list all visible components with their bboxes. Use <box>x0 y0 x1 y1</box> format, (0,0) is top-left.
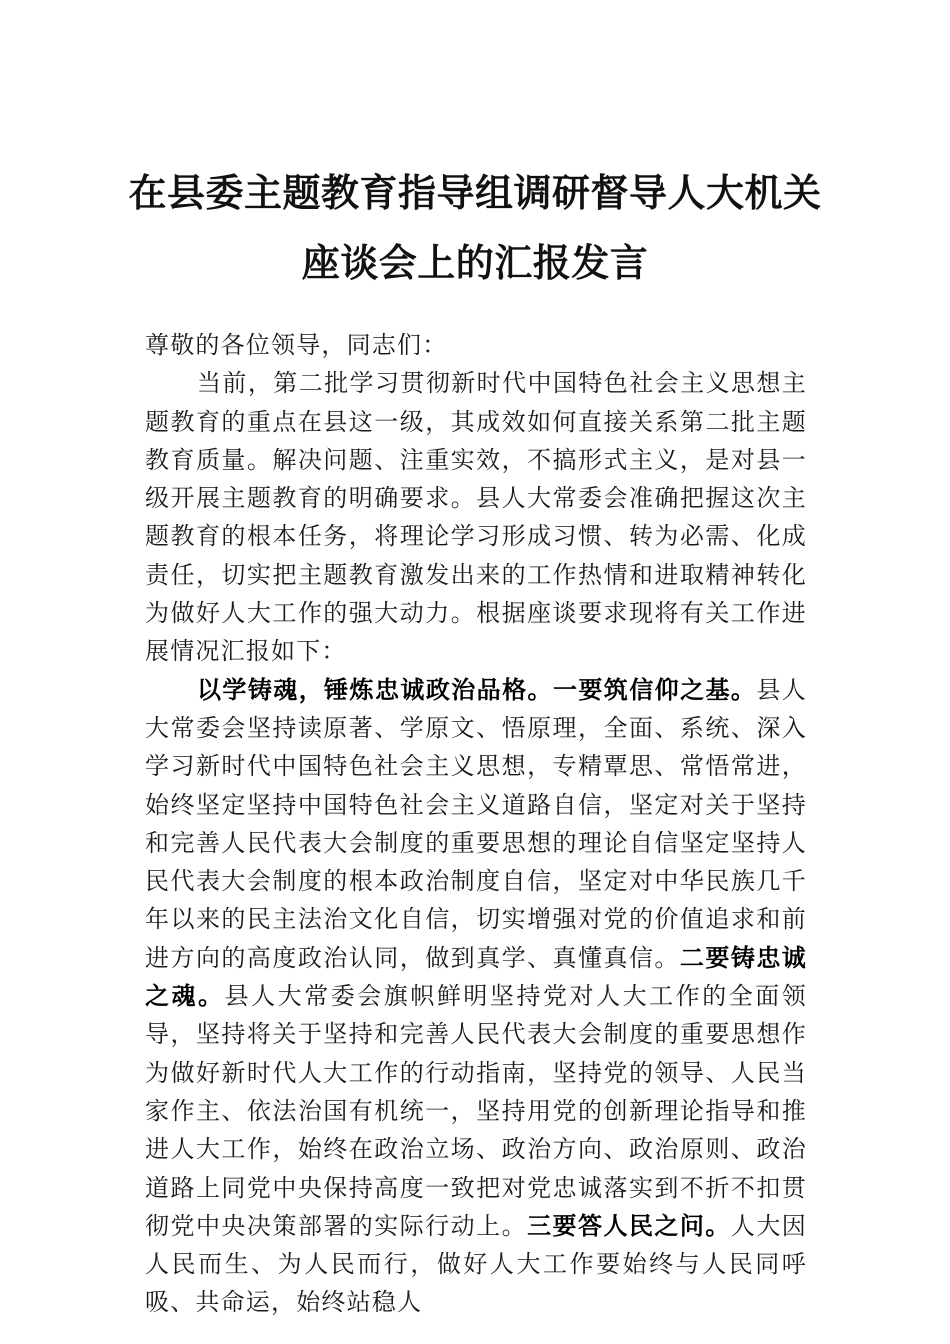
point-3-text: 人大因人民而生、为人民而行，做好人大工作要始终与人民同呼吸、共命运，始终站稳人 <box>145 1211 808 1317</box>
salutation: 尊敬的各位领导，同志们： <box>145 331 448 359</box>
point-1-text: 县人大常委会坚持读原著、学原文、悟原理，全面、系统、深入学习新时代中国特色社会主义思想，专精覃思、常悟常进，始终坚定坚持中国特色社会主义道路自信，坚定对关于坚持和完善人民代表大会制度的重要思想的理论自信坚定坚持人民代表大会制度的根本政治制度自信，坚定对中华民族几千年以来的民主法治文化自信，切实增强对党的价值追求和前进方向的高度政治认同，做到真学、真懂真信。 <box>145 675 807 972</box>
intro-paragraph: 当前，第二批学习贯彻新时代中国特色社会主义思想主题教育的重点在县这一级，其成效如何直接关系第二批主题教育质量。解决问题、注重实效，不搞形式主义，是对县一级开展主题教育的明确要求。县人大常委会准确把握这次主题教育的根本任务，将理论学习形成习惯、转为必需、化成责任，切实把主题教育激发出来的工作热情和进取精神转化为做好人大工作的强大动力。根据座谈要求现将有关工作进展情况汇报如下： <box>145 369 807 666</box>
point-3-heading: 三要答人民之问。 <box>527 1210 731 1240</box>
point-2-heading: 二要铸忠诚之魂。 <box>145 942 808 1011</box>
point-2-text: 县人大常委会旗帜鲜明坚持党对人大工作的全面领导，坚持将关于坚持和完善人民代表大会制度的重要思想作为做好新时代人大工作的行动指南，坚持党的领导、人民当家作主、依法治国有机统一，坚持用党的创新理论指导和推进人大工作，始终在政治立场、政治方向、政治原则、政治道路上同党中央保持高度一致把对党忠诚落实到不折不扣贯彻党中央决策部署的实际行动上。 <box>145 982 807 1240</box>
title-line-2: 座谈会上的汇报发言 <box>301 240 649 285</box>
document-body <box>145 326 807 1322</box>
section-1-heading: 以学铸魂，锤炼忠诚政治品格。 <box>197 674 553 704</box>
document-title <box>120 158 830 298</box>
section-1-paragraph <box>145 671 807 1322</box>
point-1-heading: 一要筑信仰之基。 <box>552 674 757 704</box>
title-line-1: 在县委主题教育指导组调研督导人大机关 <box>128 170 822 215</box>
